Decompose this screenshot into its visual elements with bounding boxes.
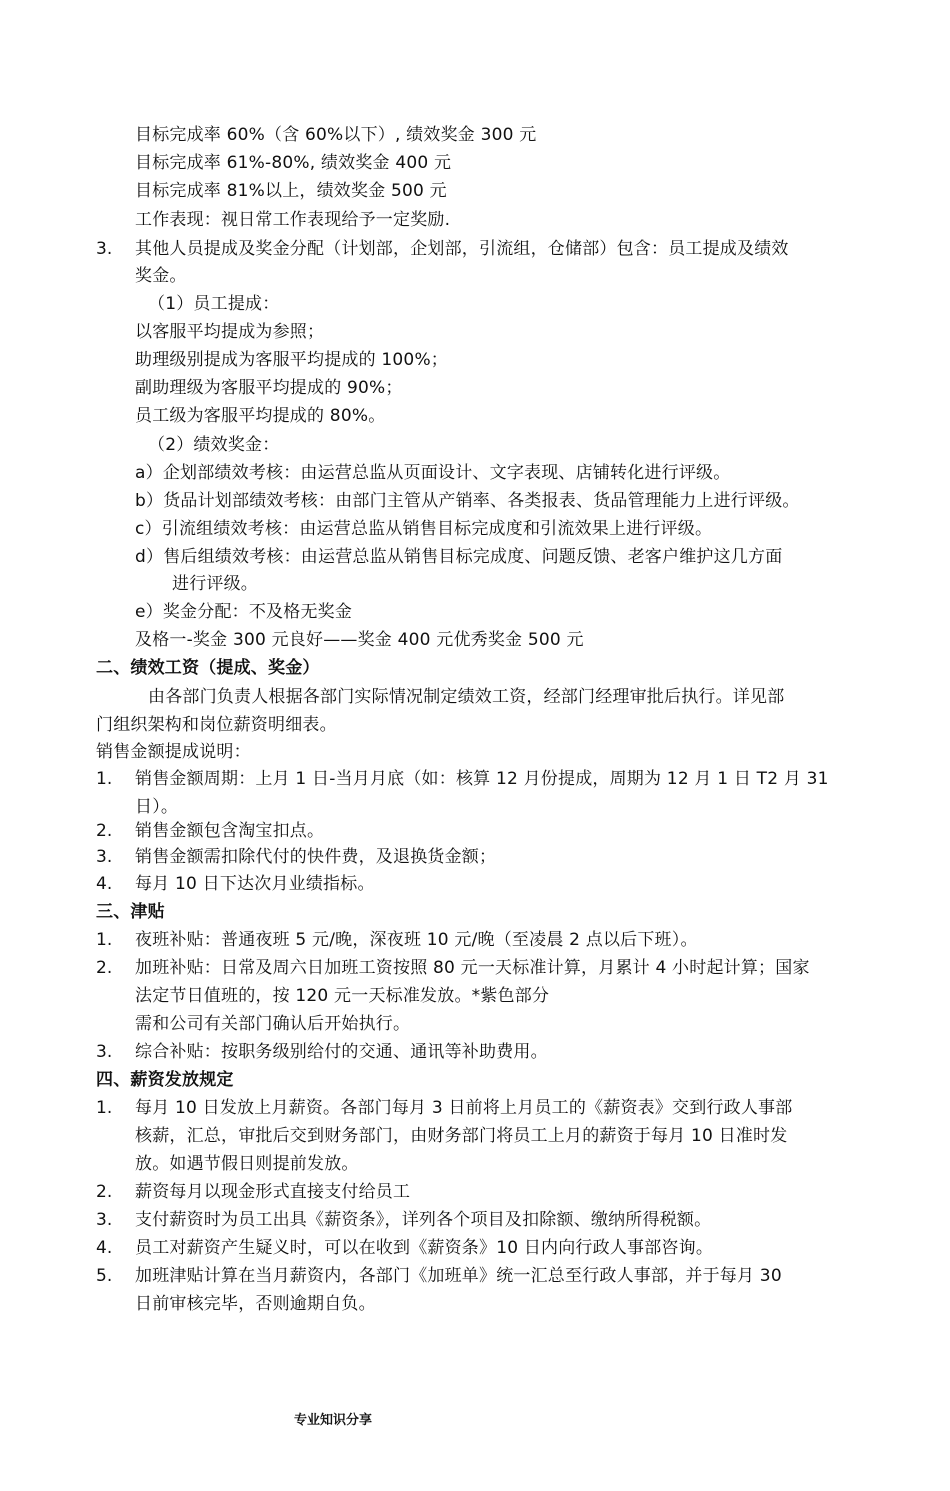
section-heading: 四、薪资发放规定 (96, 1070, 234, 1090)
text-line: 需和公司有关部门确认后开始执行。 (135, 1014, 411, 1034)
list-number: 5. (96, 1266, 113, 1286)
text-line: 核薪，汇总，审批后交到财务部门，由财务部门将员工上月的薪资于每月 10 日准时发 (135, 1126, 788, 1146)
text-line: 由各部门负责人根据各部门实际情况制定绩效工资，经部门经理审批后执行。详见部 (148, 687, 785, 707)
list-number: 1. (96, 1098, 113, 1118)
text-line: 员工级为客服平均提成的 80%。 (135, 406, 386, 426)
text-line: 日前审核完毕，否则逾期自负。 (135, 1294, 376, 1314)
list-number: 3. (96, 1210, 113, 1230)
text-line: 法定节日值班的，按 120 元一天标准发放。*紫色部分 (135, 986, 550, 1006)
text-line: a）企划部绩效考核：由运营总监从页面设计、文字表现、店铺转化进行评级。 (135, 463, 731, 483)
list-number: 1. (96, 930, 113, 950)
section-heading: 二、绩效工资（提成、奖金） (96, 658, 320, 678)
text-line: （2）绩效奖金： (148, 435, 280, 455)
list-number: 3. (96, 847, 113, 867)
text-line: 销售金额周期：上月 1 日-当月月底（如：核算 12 月份提成，周期为 12 月 1 日 T2 月 31 (135, 769, 829, 789)
text-line: （1）员工提成： (148, 294, 280, 314)
list-number: 3. (96, 1042, 113, 1062)
list-number: 4. (96, 1238, 113, 1258)
text-line: 奖金。 (135, 266, 187, 286)
text-line: 副助理级为客服平均提成的 90%； (135, 378, 403, 398)
text-line: 加班津贴计算在当月薪资内，各部门《加班单》统一汇总至行政人事部，并于每月 30 (135, 1266, 782, 1286)
text-line: 其他人员提成及奖金分配（计划部，企划部，引流组，仓储部）包含：员工提成及绩效 (135, 239, 789, 259)
text-line: 综合补贴：按职务级别给付的交通、通讯等补助费用。 (135, 1042, 548, 1062)
text-line: 销售金额提成说明： (96, 742, 251, 762)
section-heading: 三、津贴 (96, 902, 165, 922)
text-line: 放。如遇节假日则提前发放。 (135, 1154, 359, 1174)
text-line: c）引流组绩效考核：由运营总监从销售目标完成度和引流效果上进行评级。 (135, 519, 713, 539)
list-number: 4. (96, 874, 113, 894)
text-line: 工作表现：视日常工作表现给予一定奖励. (135, 210, 451, 230)
text-line: 每月 10 日发放上月薪资。各部门每月 3 日前将上月员工的《薪资表》交到行政人事部 (135, 1098, 793, 1118)
text-line: 目标完成率 81%以上，绩效奖金 500 元 (135, 181, 447, 201)
text-line: 员工对薪资产生疑义时，可以在收到《薪资条》10 日内向行政人事部咨询。 (135, 1238, 714, 1258)
text-line: 目标完成率 61%-80%, 绩效奖金 400 元 (135, 153, 452, 173)
text-line: 日）。 (135, 797, 179, 817)
text-line: 进行评级。 (172, 574, 258, 594)
text-line: 以客服平均提成为参照； (135, 322, 325, 342)
list-number: 2. (96, 821, 113, 841)
list-number: 2. (96, 958, 113, 978)
text-line: 每月 10 日下达次月业绩指标。 (135, 874, 375, 894)
text-line: d）售后组绩效考核：由运营总监从销售目标完成度、问题反馈、老客户维护这几方面 (135, 547, 783, 567)
list-number: 1. (96, 769, 113, 789)
list-number: 2. (96, 1182, 113, 1202)
text-line: 目标完成率 60%（含 60%以下）, 绩效奖金 300 元 (135, 125, 537, 145)
page-footer: 专业知识分享 (294, 1413, 373, 1428)
text-line: 薪资每月以现金形式直接支付给员工 (135, 1182, 411, 1202)
text-line: 夜班补贴：普通夜班 5 元/晚，深夜班 10 元/晚（至凌晨 2 点以后下班）。 (135, 930, 698, 950)
text-line: e）奖金分配：不及格无奖金 (135, 602, 353, 622)
text-line: b）货品计划部绩效考核：由部门主管从产销率、各类报表、货品管理能力上进行评级。 (135, 491, 800, 511)
text-line: 助理级别提成为客服平均提成的 100%； (135, 350, 449, 370)
text-line: 销售金额包含淘宝扣点。 (135, 821, 325, 841)
text-line: 门组织架构和岗位薪资明细表。 (96, 715, 337, 735)
text-line: 销售金额需扣除代付的快件费，及退换货金额； (135, 847, 497, 867)
text-line: 加班补贴：日常及周六日加班工资按照 80 元一天标准计算，月累计 4 小时起计算；国家 (135, 958, 810, 978)
text-line: 支付薪资时为员工出具《薪资条》，详列各个项目及扣除额、缴纳所得税额。 (135, 1210, 712, 1230)
list-number: 3. (96, 239, 113, 259)
text-line: 及格一-奖金 300 元良好——奖金 400 元优秀奖金 500 元 (135, 630, 584, 650)
